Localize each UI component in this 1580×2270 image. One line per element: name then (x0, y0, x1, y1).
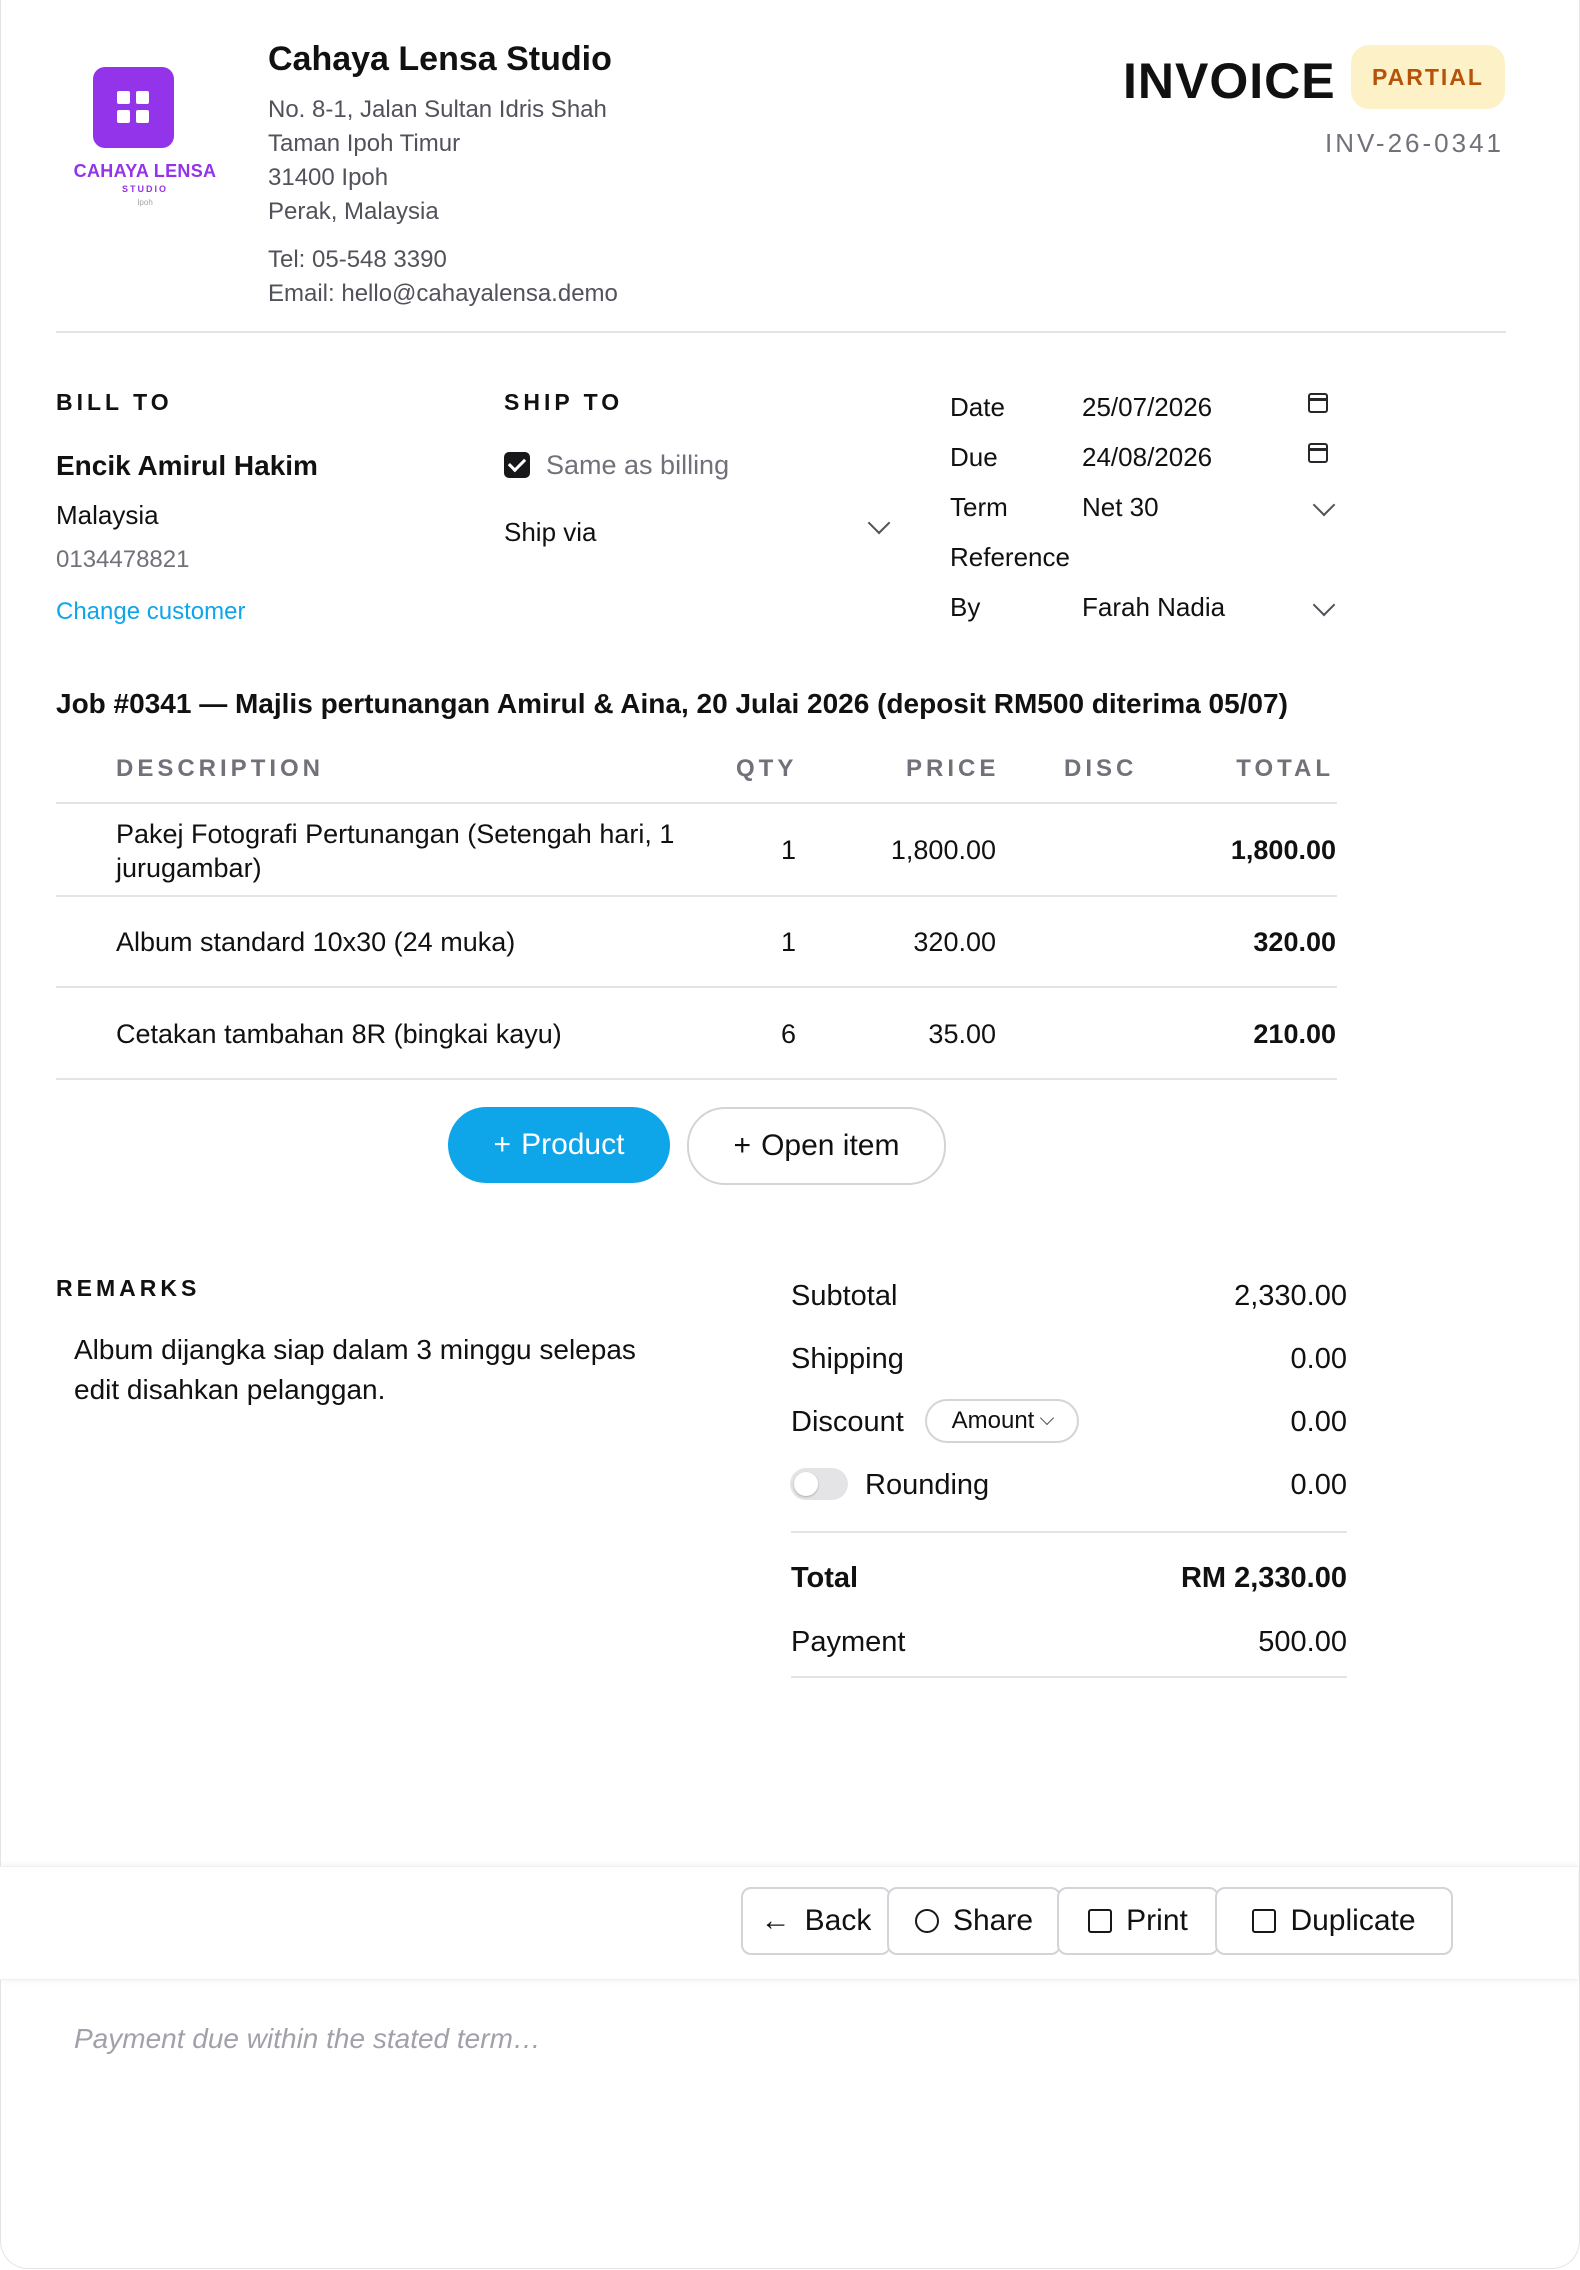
ship-via-label[interactable]: Ship via (504, 517, 597, 547)
customer-country: Malaysia (56, 500, 159, 530)
rounding-value: 0.00 (1290, 1469, 1347, 1501)
back-label: Back (804, 1904, 872, 1937)
summary-divider (791, 1531, 1347, 1533)
row-price[interactable]: 35.00 (928, 1019, 996, 1049)
rounding-label: Rounding (865, 1469, 990, 1501)
discount-type-value: Amount (951, 1407, 1035, 1434)
invoice-number: INV-26-0341 (1325, 128, 1504, 158)
chevron-down-icon (1040, 1411, 1054, 1425)
row-price[interactable]: 1,800.00 (890, 835, 996, 865)
back-button[interactable] (741, 1887, 891, 1955)
shipping-value[interactable]: 0.00 (1290, 1343, 1347, 1375)
logo-name: CAHAYA LENSA (73, 161, 217, 181)
logo-city: Ipoh (137, 198, 153, 207)
row-total: 1,800.00 (1230, 835, 1336, 865)
date-label: Date (950, 392, 1005, 422)
total-label: Total (791, 1562, 859, 1594)
remarks-text: Album dijangka siap dalam 3 minggu selepas (74, 1334, 636, 1365)
total-value: RM 2,330.00 (1180, 1562, 1347, 1594)
add-product-button[interactable] (448, 1107, 670, 1183)
job-title[interactable]: Job #0341 — Majlis pertunangan Amirul & Aina, 20 Julai 2026 (deposit RM500 diterima 05/07) (56, 688, 1288, 719)
arrow-left-icon: ← (760, 1904, 791, 1937)
customer-phone: 0134478821 (56, 546, 190, 573)
change-customer-link[interactable]: Change customer (56, 598, 246, 625)
due-label: Due (950, 442, 998, 472)
row-description[interactable]: Pakej Fotografi Pertunangan (Setengah hari, 1 jurugambar) (116, 819, 675, 883)
square-icon (1252, 1909, 1276, 1933)
table-divider (56, 895, 1337, 897)
plus-icon: + (733, 1129, 752, 1162)
add-open-item-button[interactable] (687, 1107, 946, 1185)
by-label: By (950, 592, 981, 622)
col-price: PRICE (906, 755, 1000, 782)
address-line: Taman Ipoh Timur (268, 130, 461, 157)
remarks-label: REMARKS (56, 1275, 201, 1301)
app-grid-icon (93, 67, 174, 148)
reference-label: Reference (950, 542, 1070, 572)
company-tel: Tel: 05-548 3390 (268, 246, 447, 273)
shipping-label: Shipping (791, 1343, 904, 1375)
table-divider (56, 802, 1337, 804)
payment-label: Payment (791, 1626, 906, 1658)
remarks-field[interactable] (74, 1330, 636, 1410)
due-date-field[interactable]: 24/08/2026 (1082, 442, 1213, 472)
logo-subtitle: STUDIO (121, 184, 168, 194)
add-open-item-label: Open item (761, 1129, 900, 1162)
print-button[interactable] (1057, 1887, 1219, 1955)
share-button[interactable] (887, 1887, 1061, 1955)
discount-type-dropdown[interactable] (925, 1399, 1079, 1443)
duplicate-label: Duplicate (1290, 1904, 1416, 1937)
row-qty[interactable]: 1 (781, 927, 797, 957)
address-line: No. 8-1, Jalan Sultan Idris Shah (268, 96, 607, 123)
calendar-icon[interactable] (1308, 393, 1328, 413)
address-line: Perak, Malaysia (268, 198, 439, 225)
row-qty[interactable]: 1 (781, 835, 797, 865)
add-product-label: Product (521, 1128, 625, 1161)
term-label: Term (950, 492, 1008, 522)
term-select[interactable]: Net 30 (1082, 492, 1159, 522)
row-description[interactable]: Cetakan tambahan 8R (bingkai kayu) (116, 1019, 562, 1049)
bill-to-label: BILL TO (56, 389, 173, 415)
address-line: 31400 Ipoh (268, 164, 389, 191)
rounding-toggle[interactable] (790, 1468, 848, 1500)
circle-icon (915, 1909, 939, 1933)
col-description: DESCRIPTION (116, 755, 325, 782)
discount-label: Discount (791, 1406, 904, 1438)
subtotal-value: 2,330.00 (1234, 1280, 1347, 1312)
col-total: TOTAL (1236, 755, 1334, 782)
col-qty: QTY (736, 755, 798, 782)
subtotal-label: Subtotal (791, 1280, 898, 1312)
ship-to-label: SHIP TO (504, 389, 624, 415)
col-disc: DISC (1064, 755, 1138, 782)
remarks-text: edit disahkan pelanggan. (74, 1374, 386, 1405)
invoice-title: INVOICE (1123, 53, 1336, 109)
share-label: Share (952, 1904, 1034, 1937)
row-total: 210.00 (1253, 1019, 1336, 1049)
discount-value[interactable]: 0.00 (1290, 1406, 1347, 1438)
square-icon (1088, 1909, 1112, 1933)
duplicate-button[interactable] (1215, 1887, 1453, 1955)
summary-divider (791, 1676, 1347, 1678)
terms-field[interactable]: Payment due within the stated term… (74, 2023, 541, 2054)
header-divider (56, 331, 1506, 333)
same-as-billing-label: Same as billing (546, 450, 730, 480)
row-description[interactable]: Album standard 10x30 (24 muka) (116, 927, 516, 957)
company-name: Cahaya Lensa Studio (268, 40, 612, 78)
table-divider (56, 986, 1337, 988)
date-field[interactable]: 25/07/2026 (1082, 392, 1213, 422)
print-label: Print (1126, 1904, 1188, 1937)
row-qty[interactable]: 6 (781, 1019, 797, 1049)
customer-name: Encik Amirul Hakim (56, 450, 318, 481)
by-select[interactable]: Farah Nadia (1082, 592, 1226, 622)
calendar-icon[interactable] (1308, 443, 1328, 463)
table-divider (56, 1078, 1337, 1080)
payment-value: 500.00 (1258, 1626, 1347, 1658)
plus-icon: + (493, 1128, 512, 1161)
row-price[interactable]: 320.00 (913, 927, 996, 957)
same-as-billing-checkbox[interactable] (504, 452, 530, 478)
status-badge: PARTIAL (1351, 45, 1505, 109)
company-email: Email: hello@cahayalensa.demo (268, 280, 618, 307)
row-total: 320.00 (1253, 927, 1336, 957)
